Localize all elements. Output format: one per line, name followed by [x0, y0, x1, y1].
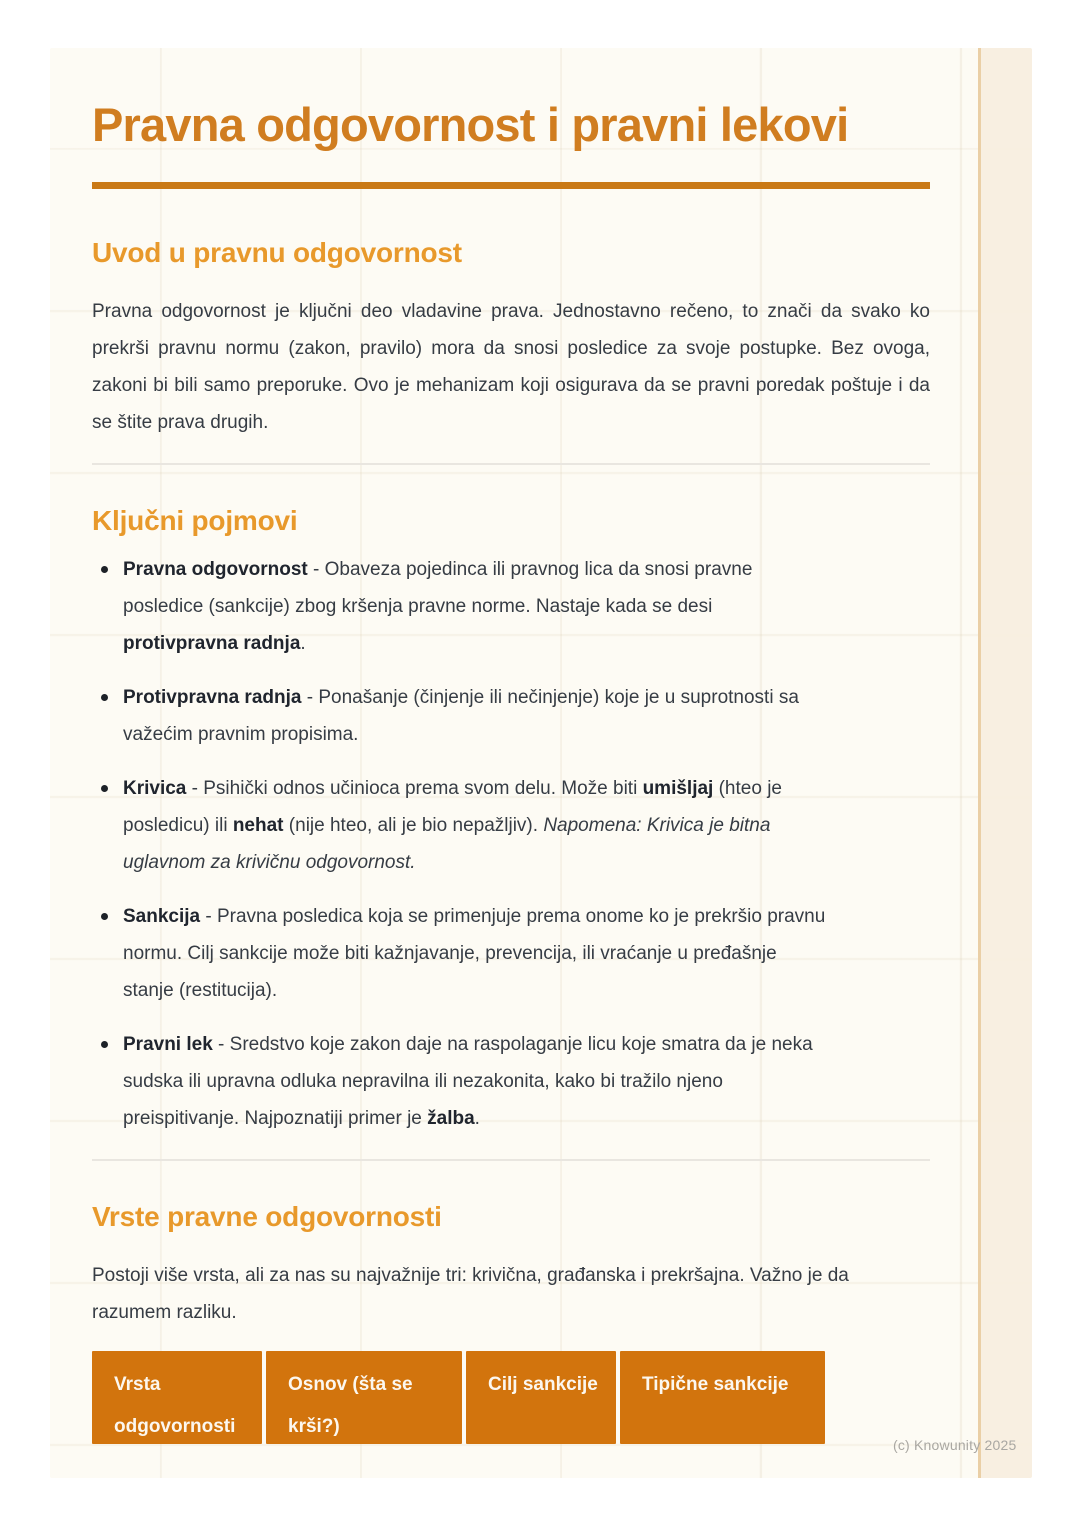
- section-heading-types: Vrste pravne odgovornosti: [92, 1201, 442, 1233]
- section-heading-key-terms: Ključni pojmovi: [92, 504, 298, 536]
- table-header-cell: Osnov (šta se krši?): [266, 1351, 462, 1444]
- section-divider-1: [92, 463, 930, 465]
- types-paragraph: Postoji više vrsta, ali za nas su najvažnije tri: krivična, građanska i prekršajna. Važno je da razumem razliku.: [92, 1265, 849, 1324]
- key-terms-list: [92, 551, 930, 1137]
- section-heading-intro: Uvod u pravnu odgovornost: [92, 236, 462, 268]
- watermark: (c) Knowunity 2025: [893, 1437, 1017, 1453]
- document-content: [50, 48, 1032, 1444]
- page-title: Pravna odgovornost i pravni lekovi: [92, 98, 849, 151]
- table-header-row: [92, 1351, 825, 1444]
- table-header-cell: Tipične sankcije: [620, 1351, 825, 1444]
- key-term-item: Pravna odgovornost - Obaveza pojedinca ili pravnog lica da snosi pravne posledice (sankcije) zbog kršenja pravne norme. Nastaje kada se desi protivpravna radnja.: [92, 551, 930, 662]
- intro-paragraph: Pravna odgovornost je ključni deo vladavine prava. Jednostavno rečeno, to znači da svako ko prekrši pravnu normu (zakon, pravilo) mora da snosi posledice za svoje postupke. Bez ovoga, zakoni bi bili samo preporuke. Ovo je mehanizam koji osigurava da se pravni poredak poštuje i da se štite prava drugih.: [92, 300, 930, 433]
- key-term-item: Protivpravna radnja - Ponašanje (činjenje ili nečinjenje) koje je u suprotnosti sa važećim pravnim propisima.: [92, 679, 930, 753]
- key-term-item: Krivica - Psihički odnos učinioca prema svom delu. Može biti umišljaj (hteo je posledicu) ili nehat (nije hteo, ali je bio nepažljiv). Napomena: Krivica je bitna uglavnom za krivičnu odgovornost.: [92, 770, 930, 881]
- key-term-item: Pravni lek - Sredstvo koje zakon daje na raspolaganje licu koje smatra da je neka sudska ili upravna odluka nepravilna ili nezakonita, kako bi tražilo njeno preispitivanje. Najpoznatiji primer je žalba.: [92, 1026, 930, 1137]
- table-header-cell: Cilj sankcije: [466, 1351, 616, 1444]
- document-paper: [50, 48, 1032, 1478]
- key-term-item: Sankcija - Pravna posledica koja se primenjuje prema onome ko je prekršio pravnu normu. Cilj sankcije može biti kažnjavanje, prevencija, ili vraćanje u pređašnje stanje (restitucija).: [92, 898, 930, 1009]
- title-rule: [92, 182, 930, 189]
- section-divider-2: [92, 1159, 930, 1161]
- table-header-cell: Vrsta odgovornosti: [92, 1351, 262, 1444]
